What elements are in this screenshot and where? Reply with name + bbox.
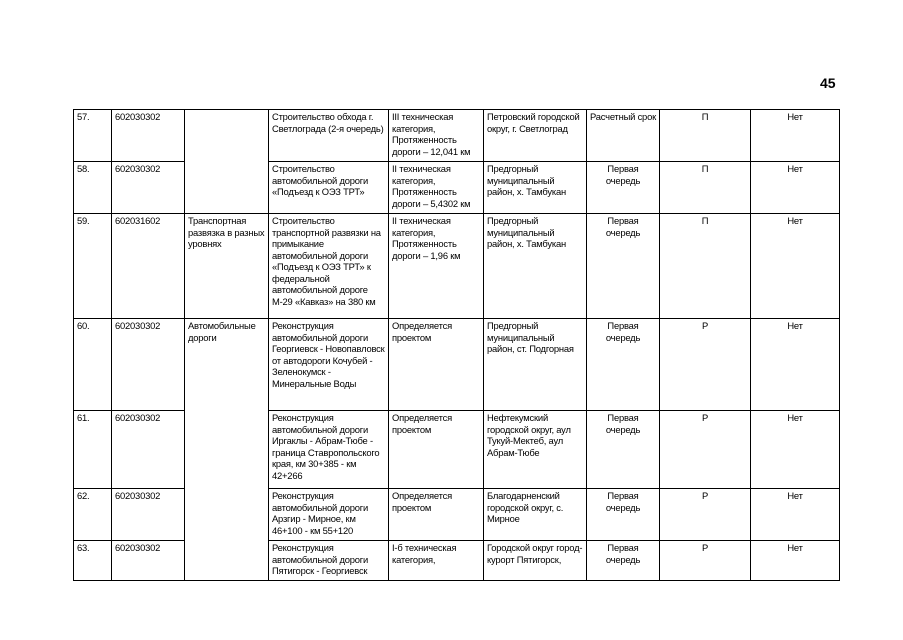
object-status: Р [660,411,751,489]
table-row [74,162,840,214]
object-code: 602030302 [112,319,185,411]
object-name: Реконструкция автомобильной дороги Георгиевск - Новопавловск от автодороги Кочубей - Зеленокумск - Минеральные Воды [269,319,389,411]
object-type: Транспортная развязка в разных уровнях [185,214,269,319]
object-name: Строительство обхода г. Светлограда (2-я очередь) [269,110,389,162]
object-status: П [660,110,751,162]
object-name: Строительство автомобильной дороги «Подъезд к ОЭЗ ТРТ» [269,162,389,214]
object-stage: Первая очередь [587,411,660,489]
object-status: П [660,162,751,214]
row-number: 62. [74,489,112,541]
object-code: 602030302 [112,162,185,214]
object-specs: II техническая категория, Протяженность дороги – 1,96 км [389,214,484,319]
page-number: 45 [820,75,836,91]
object-name: Строительство транспортной развязки на примыкание автомобильной дороги «Подъезд к ОЭЗ ТРТ» к федеральной автомобильной дороге М-29 «Кавказ» на 380 км [269,214,389,319]
object-type [185,541,269,581]
object-location: Предгорный муниципальный район, ст. Подгорная [484,319,587,411]
object-type [185,162,269,214]
object-location: Благодарненский городской округ, с. Мирное [484,489,587,541]
table-row [74,541,840,581]
object-stage: Первая очередь [587,541,660,581]
object-flag: Нет [751,319,840,411]
table-row [74,319,840,411]
object-code: 602030302 [112,110,185,162]
object-code: 602030302 [112,489,185,541]
object-specs: Определяется проектом [389,319,484,411]
table-row [74,110,840,162]
object-stage: Расчетный срок [587,110,660,162]
object-stage: Первая очередь [587,162,660,214]
object-type: Автомобильные дороги [185,319,269,411]
object-status: Р [660,489,751,541]
object-location: Петровский городской округ, г. Светлоград [484,110,587,162]
object-flag: Нет [751,541,840,581]
object-location: Предгорный муниципальный район, х. Тамбукан [484,214,587,319]
object-type [185,110,269,162]
object-name: Реконструкция автомобильной дороги Арзгир - Мирное, км 46+100 - км 55+120 [269,489,389,541]
object-status: П [660,214,751,319]
object-specs: III техническая категория, Протяженность дороги – 12,041 км [389,110,484,162]
row-number: 60. [74,319,112,411]
object-name: Реконструкция автомобильной дороги Иргаклы - Абрам-Тюбе - граница Ставропольского края, км 30+385 - км 42+266 [269,411,389,489]
row-number: 57. [74,110,112,162]
object-specs: I-б техническая категория, [389,541,484,581]
row-number: 58. [74,162,112,214]
object-flag: Нет [751,411,840,489]
object-location: Нефтекумский городской округ, аул Тукуй-Мектеб, аул Абрам-Тюбе [484,411,587,489]
object-flag: Нет [751,214,840,319]
object-type [185,411,269,489]
objects-table [73,109,840,581]
object-code: 602030302 [112,541,185,581]
object-code: 602031602 [112,214,185,319]
row-number: 59. [74,214,112,319]
object-status: Р [660,319,751,411]
object-stage: Первая очередь [587,489,660,541]
table-row [74,411,840,489]
row-number: 63. [74,541,112,581]
row-number: 61. [74,411,112,489]
object-stage: Первая очередь [587,319,660,411]
object-specs: Определяется проектом [389,411,484,489]
object-flag: Нет [751,162,840,214]
table-row [74,214,840,319]
object-code: 602030302 [112,411,185,489]
object-location: Предгорный муниципальный район, х. Тамбукан [484,162,587,214]
object-status: Р [660,541,751,581]
object-specs: II техническая категория, Протяженность дороги – 5,4302 км [389,162,484,214]
object-specs: Определяется проектом [389,489,484,541]
object-stage: Первая очередь [587,214,660,319]
object-name: Реконструкция автомобильной дороги Пятигорск - Георгиевск [269,541,389,581]
table-row [74,489,840,541]
object-location: Городской округ город-курорт Пятигорск, [484,541,587,581]
object-flag: Нет [751,489,840,541]
object-type [185,489,269,541]
object-flag: Нет [751,110,840,162]
